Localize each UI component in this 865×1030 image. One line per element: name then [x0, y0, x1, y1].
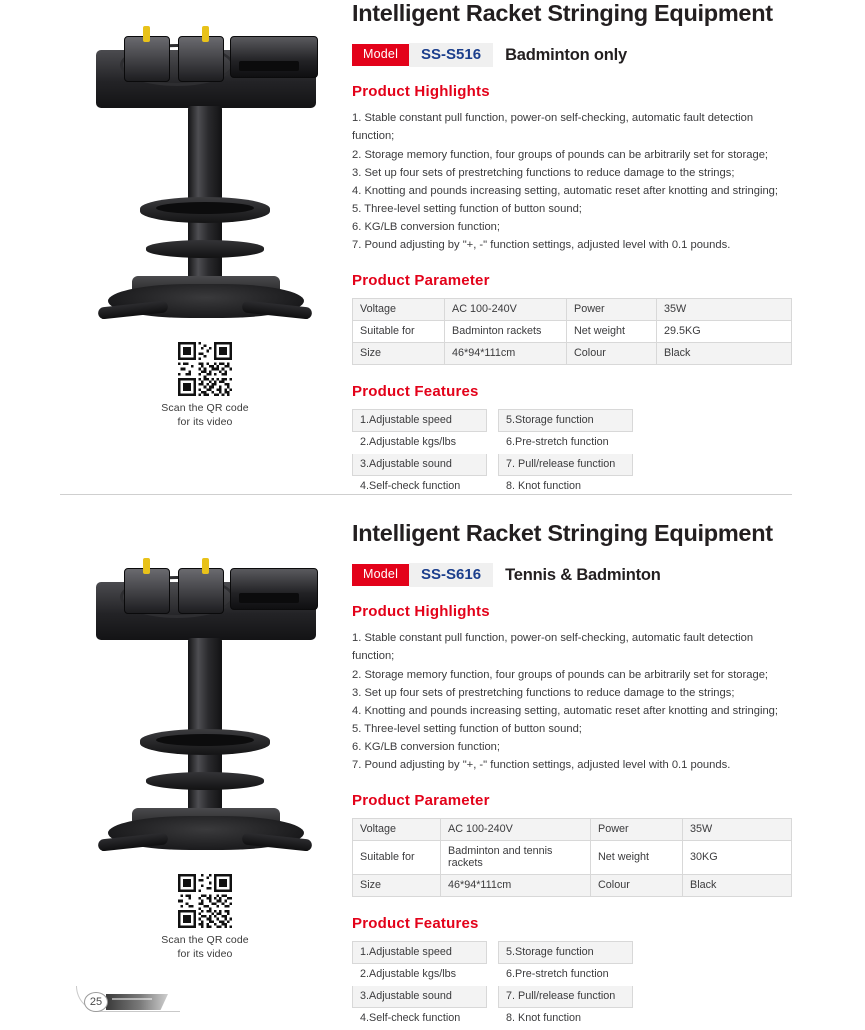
table-cell: AC 100-240V [441, 819, 591, 841]
table-row [353, 299, 792, 321]
table-cell: Suitable for [353, 841, 441, 875]
list-item: 4. Knotting and pounds increasing setting, automatic reset after knotting and stringing; [352, 704, 779, 717]
table-cell: 30KG [683, 841, 792, 875]
table-cell: Size [353, 875, 441, 897]
model-row [352, 563, 792, 587]
list-item: 1. Stable constant pull function, power-on self-checking, automatic fault detection function; [352, 112, 754, 143]
table-row [353, 343, 792, 365]
list-item: 6. KG/LB conversion function; [352, 741, 501, 754]
spacer-cell [487, 942, 499, 964]
qr-code[interactable] [178, 874, 232, 928]
model-label: Model [352, 564, 409, 586]
table-cell: 46*94*111cm [441, 875, 591, 897]
highlights-heading: Product Highlights [352, 603, 490, 621]
model-row [352, 43, 792, 67]
features-table [352, 941, 633, 1030]
list-item: 3. Set up four sets of prestretching functions to reduce damage to the strings; [352, 686, 735, 699]
qr-caption-line-1: Scan the QR code [161, 402, 249, 414]
spacer-cell [487, 964, 499, 986]
section-divider [60, 494, 792, 495]
machine-clamp-right [178, 36, 224, 82]
footer-ribbon [106, 994, 168, 1010]
stringing-machine-illustration [80, 28, 330, 318]
feature-cell: 6.Pre-stretch function [499, 432, 633, 454]
table-row [353, 454, 633, 476]
spacer-cell [487, 986, 499, 1008]
table-cell: 29.5KG [657, 321, 792, 343]
table-row [353, 321, 792, 343]
list-item: 2. Storage memory function, four groups of pounds can be arbitrarily set for storage; [352, 668, 769, 681]
table-cell: Colour [567, 343, 657, 365]
table-cell: Power [567, 299, 657, 321]
table-cell: Net weight [567, 321, 657, 343]
parameter-heading: Product Parameter [352, 792, 490, 810]
page-footer [76, 992, 196, 1016]
feature-cell: 2.Adjustable kgs/lbs [353, 432, 487, 454]
highlights-list [352, 629, 792, 774]
table-row [353, 986, 633, 1008]
table-row [353, 432, 633, 454]
table-cell: Voltage [353, 299, 445, 321]
table-cell: Suitable for [353, 321, 445, 343]
feature-cell: 7. Pull/release function [499, 986, 633, 1008]
spacer-cell [487, 454, 499, 476]
parameter-heading: Product Parameter [352, 272, 490, 290]
qr-code[interactable] [178, 342, 232, 396]
feature-cell: 3.Adjustable sound [353, 454, 487, 476]
machine-lower-tray [146, 240, 264, 258]
model-label: Model [352, 44, 409, 66]
table-row [353, 410, 633, 432]
table-cell: 46*94*111cm [445, 343, 567, 365]
list-item: 7. Pound adjusting by "+, -" function settings, adjusted level with 0.1 pounds. [352, 239, 731, 252]
list-item: 5. Three-level setting function of button sound; [352, 202, 582, 215]
qr-caption-line-2: for its video [177, 415, 233, 428]
feature-cell: 5.Storage function [499, 410, 633, 432]
list-item: 2. Storage memory function, four groups of pounds can be arbitrarily set for storage; [352, 148, 769, 161]
product-title: Intelligent Racket Stringing Equipment [352, 0, 773, 26]
spacer-cell [487, 410, 499, 432]
stringing-machine-illustration [80, 560, 330, 850]
machine-clamp-left [124, 568, 170, 614]
model-code: SS-S516 [409, 43, 493, 67]
feature-cell: 1.Adjustable speed [353, 942, 487, 964]
table-cell: Badminton and tennis rackets [441, 841, 591, 875]
machine-knob-right [202, 26, 209, 42]
product-title: Intelligent Racket Stringing Equipment [352, 520, 773, 546]
list-item: 3. Set up four sets of prestretching functions to reduce damage to the strings; [352, 166, 735, 179]
features-heading: Product Features [352, 915, 479, 933]
table-cell: Colour [591, 875, 683, 897]
feature-cell: 4.Self-check function [353, 1008, 487, 1030]
table-row [353, 819, 792, 841]
machine-clamp-left [124, 36, 170, 82]
features-heading: Product Features [352, 383, 479, 401]
machine-knob-right [202, 558, 209, 574]
page-number: 25 [84, 992, 108, 1012]
table-cell: Black [657, 343, 792, 365]
model-kind: Badminton only [505, 45, 627, 64]
machine-clamp-right [178, 568, 224, 614]
feature-cell: 8. Knot function [499, 1008, 633, 1030]
qr-caption [60, 402, 350, 429]
features-table [352, 409, 633, 498]
table-row [353, 942, 633, 964]
list-item: 4. Knotting and pounds increasing setting, automatic reset after knotting and stringing; [352, 184, 779, 197]
machine-knob-left [143, 26, 150, 42]
qr-code-svg [178, 342, 232, 396]
machine-tool-tray [140, 197, 270, 223]
qr-caption-line-2: for its video [177, 947, 233, 960]
spacer-cell [487, 432, 499, 454]
table-cell: Size [353, 343, 445, 365]
qr-caption-line-1: Scan the QR code [161, 934, 249, 946]
feature-cell: 4.Self-check function [353, 476, 487, 498]
product-details-column [352, 520, 792, 1030]
list-item: 5. Three-level setting function of button sound; [352, 722, 582, 735]
qr-caption [60, 934, 350, 961]
qr-code-svg [178, 874, 232, 928]
machine-tension-head [230, 568, 318, 610]
table-row [353, 1008, 633, 1030]
table-row [353, 841, 792, 875]
table-cell: Voltage [353, 819, 441, 841]
feature-cell: 2.Adjustable kgs/lbs [353, 964, 487, 986]
machine-knob-left [143, 558, 150, 574]
feature-cell: 7. Pull/release function [499, 454, 633, 476]
table-cell: Badminton rackets [445, 321, 567, 343]
table-row [353, 964, 633, 986]
table-cell: 35W [683, 819, 792, 841]
model-kind: Tennis & Badminton [505, 565, 661, 584]
product-image-column [60, 560, 350, 961]
parameter-table [352, 818, 792, 897]
feature-cell: 1.Adjustable speed [353, 410, 487, 432]
machine-lower-tray [146, 772, 264, 790]
feature-cell: 5.Storage function [499, 942, 633, 964]
feature-cell: 3.Adjustable sound [353, 986, 487, 1008]
feature-cell: 8. Knot function [499, 476, 633, 498]
table-cell: Net weight [591, 841, 683, 875]
feature-cell: 6.Pre-stretch function [499, 964, 633, 986]
list-item: 7. Pound adjusting by "+, -" function settings, adjusted level with 0.1 pounds. [352, 759, 731, 772]
product-details-column [352, 0, 792, 498]
table-cell: Power [591, 819, 683, 841]
list-item: 1. Stable constant pull function, power-on self-checking, automatic fault detection function; [352, 632, 754, 663]
model-code: SS-S616 [409, 563, 493, 587]
parameter-table [352, 298, 792, 365]
product-image-column [60, 28, 350, 429]
table-row [353, 875, 792, 897]
list-item: 6. KG/LB conversion function; [352, 221, 501, 234]
table-cell: Black [683, 875, 792, 897]
table-cell: AC 100-240V [445, 299, 567, 321]
machine-tension-head [230, 36, 318, 78]
highlights-heading: Product Highlights [352, 83, 490, 101]
highlights-list [352, 109, 792, 254]
table-cell: 35W [657, 299, 792, 321]
machine-tool-tray [140, 729, 270, 755]
spacer-cell [487, 1008, 499, 1030]
